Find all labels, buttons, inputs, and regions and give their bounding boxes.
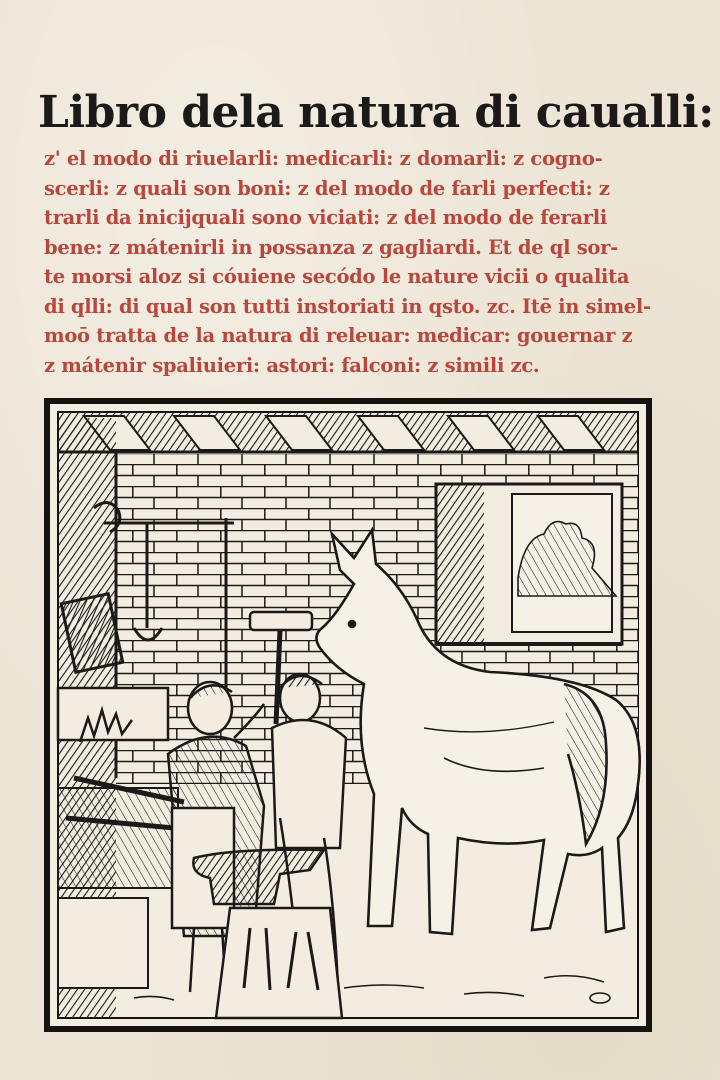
- ceiling-beams: [58, 412, 638, 452]
- woodcut-illustration: [44, 398, 652, 1032]
- subtitle-line: scerli: z quali son boni: z del modo de farli perfecti: z: [44, 176, 610, 200]
- window: [436, 484, 622, 644]
- subtitle-line: bene: z mátenirli in possanza z gagliardi. Et de ql sor-: [44, 235, 618, 259]
- subtitle-line: te morsi aloz si cóuiene secódo le nature vicii o qualita: [44, 265, 630, 288]
- rubric-subtitle: [44, 144, 664, 380]
- subtitle-line: z' el modo di riuelarli: medicarli: z domarli: z cogno-: [44, 147, 603, 170]
- subtitle-line: moō tratta de la natura di releuar: medicar: gouernar z: [44, 324, 633, 347]
- subtitle-line: z mátenir spaliuieri: astori: falconi: z simili zc.: [44, 353, 540, 377]
- page-title: Libro dela natura di caualli:: [38, 87, 714, 138]
- subtitle-line: trarli da inicijquali sono viciati: z del modo de ferarli: [44, 206, 607, 229]
- subtitle-line: di qlli: di qual son tutti instoriati in qsto. zc. Itē in simel-: [44, 294, 651, 318]
